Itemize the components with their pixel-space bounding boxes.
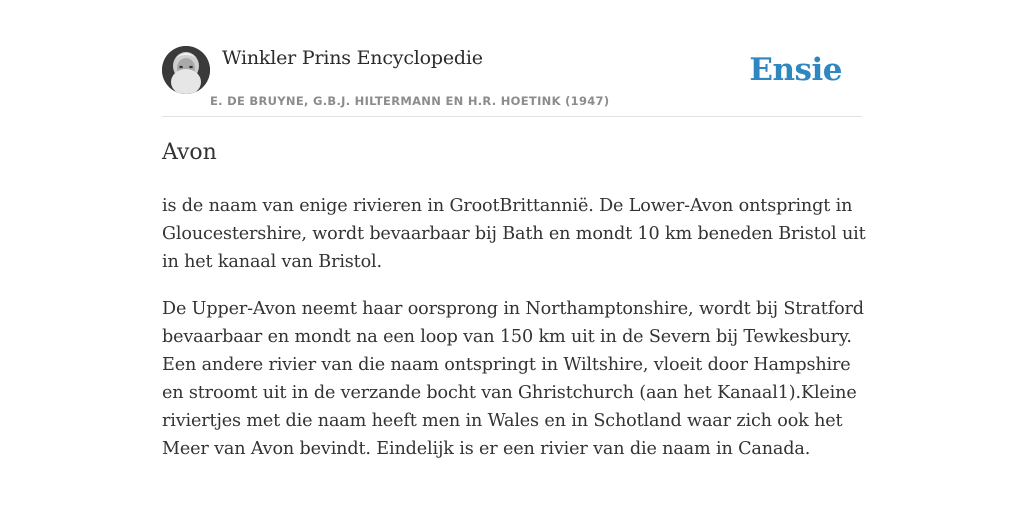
article-body bbox=[162, 192, 868, 482]
article-paragraph: De Upper-Avon neemt haar oorsprong in Northamptonshire, wordt bij Stratford bevaarbaar en mondt na een loop van 150 km uit in de Severn bij Tewkesbury. Een andere rivier van die naam ontspringt in Wiltshire, vloeit door Hampshire en stroomt uit in de verzande bocht van Ghristchurch (aan het Kanaal1).Kleine riviertjes met die naam heeft men in Wales en in Schotland waar zich ook het Meer van Avon bevindt. Eindelijk is er een rivier van die naam in Canada. bbox=[162, 299, 864, 459]
author-portrait-icon[interactable] bbox=[162, 46, 210, 94]
publication-authors: E. DE BRUYNE, G.B.J. HILTERMANN EN H.R. HOETINK (1947) bbox=[210, 94, 610, 108]
publication-title[interactable]: Winkler Prins Encyclopedie bbox=[222, 47, 483, 69]
ensie-logo[interactable]: Ensie bbox=[749, 52, 842, 88]
publication-header bbox=[162, 46, 862, 117]
article-title: Avon bbox=[162, 140, 217, 165]
article-paragraph: is de naam van enige rivieren in GrootBrittannië. De Lower-Avon ontspringt in Gloucestershire, wordt bevaarbaar bij Bath en mondt 10 km beneden Bristol uit in het kanaal van Bristol. bbox=[162, 196, 866, 272]
